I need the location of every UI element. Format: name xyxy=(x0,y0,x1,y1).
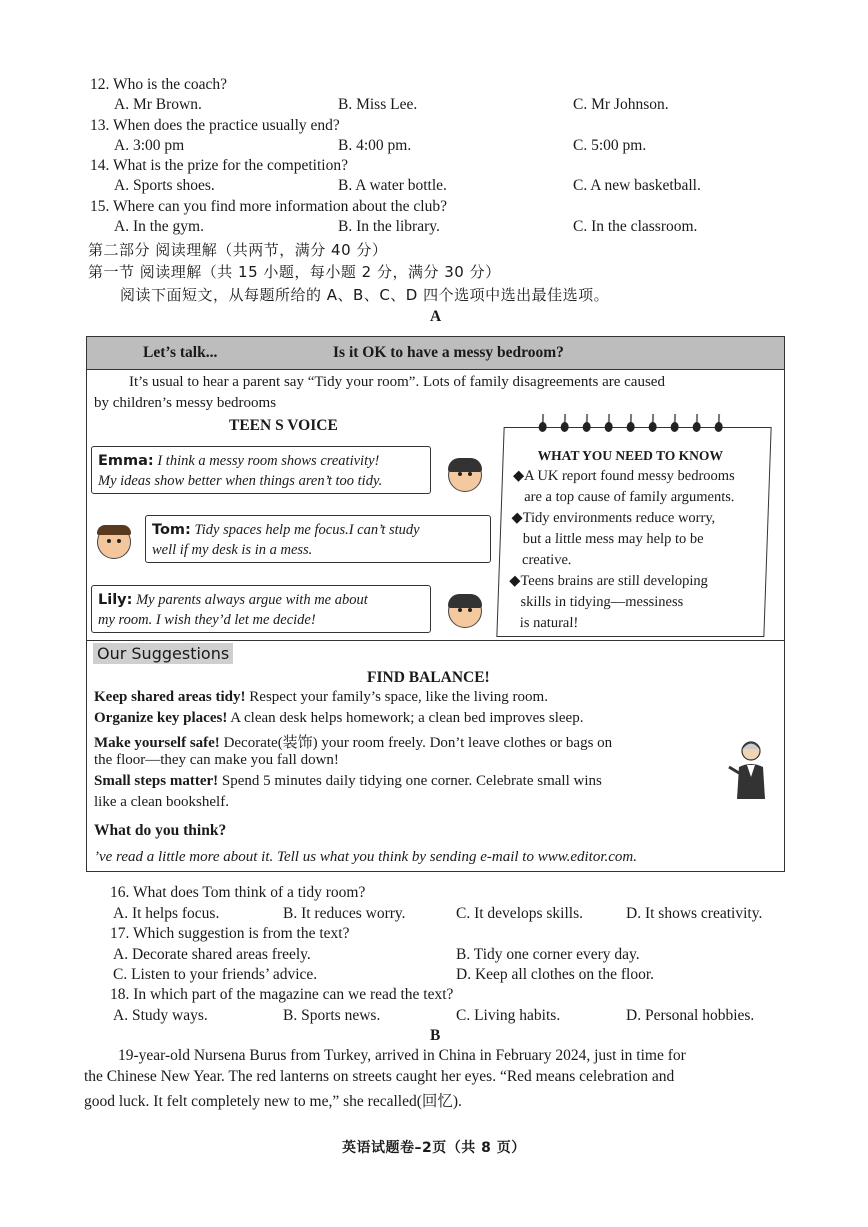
tom-line-1: Tidy spaces help me focus.I can’t study xyxy=(194,522,420,538)
option-14-c: C. A new basketball. xyxy=(573,177,701,194)
question-17: 17. Which suggestion is from the text? xyxy=(110,925,350,942)
know-line: ◆Tidy environments reduce worry, xyxy=(511,510,716,526)
option-17-b: B. Tidy one corner every day. xyxy=(456,946,640,963)
lily-line-2: my room. I wish they’d let me decide! xyxy=(98,612,316,628)
know-line: is natural! xyxy=(519,615,579,631)
question-13: 13. When does the practice usually end? xyxy=(90,117,340,134)
option-16-c: C. It develops skills. xyxy=(456,905,584,922)
part2-title: 第二部分 阅读理解（共两节，满分 40 分） xyxy=(88,241,388,259)
suggestion-4 xyxy=(94,773,602,790)
question-15: 15. Where can you find more information about the club? xyxy=(90,198,447,215)
option-15-b: B. In the library. xyxy=(338,218,440,235)
find-balance: FIND BALANCE! xyxy=(367,669,490,686)
divider xyxy=(87,640,784,641)
option-16-d: D. It shows creativity. xyxy=(626,905,763,922)
emma-name: Emma: xyxy=(98,453,154,469)
lily-name: Lily: xyxy=(98,592,133,608)
option-18-a: A. Study ways. xyxy=(113,1007,208,1024)
know-line: but a little mess may help to be xyxy=(522,531,704,547)
option-13-c: C. 5:00 pm. xyxy=(573,137,647,154)
suggestion-2 xyxy=(94,710,583,727)
think-line: ’ve read a little more about it. Tell us what you think by sending e-mail to www.editor.com. xyxy=(94,849,638,865)
suggestion-3 xyxy=(94,731,612,752)
question-18: 18. In which part of the magazine can we read the text? xyxy=(110,986,454,1003)
tom-line-2: well if my desk is in a mess. xyxy=(152,542,313,558)
passage-b-label: B xyxy=(430,1027,441,1044)
option-12-a: A. Mr Brown. xyxy=(114,96,202,113)
emma-line-2: My ideas show better when things aren’t too tidy. xyxy=(98,473,383,489)
passage-b-line: good luck. It felt completely new to me,” she recalled(回忆). xyxy=(84,1093,462,1110)
option-17-a: A. Decorate shared areas freely. xyxy=(113,946,311,963)
tom-bubble xyxy=(145,515,491,563)
intro-line-1: It’s usual to hear a parent say “Tidy your room”. Lots of family disagreements are caused xyxy=(129,374,665,390)
lily-avatar xyxy=(448,594,482,628)
passage-a-label: A xyxy=(430,308,442,325)
page-footer: 英语试题卷–2页（共 8 页） xyxy=(342,1140,526,1156)
section1-title: 第一节 阅读理解（共 15 小题，每小题 2 分，满分 30 分） xyxy=(88,263,501,281)
passage-b-line: 19-year-old Nursena Burus from Turkey, arrived in China in February 2024, just in time for xyxy=(118,1047,686,1064)
option-13-a: A. 3:00 pm xyxy=(114,137,185,154)
know-line: ◆Teens brains are still developing xyxy=(509,573,709,589)
suggestion-4-cont: like a clean bookshelf. xyxy=(94,794,229,810)
option-14-a: A. Sports shoes. xyxy=(114,177,215,194)
suggestions-title: Our Suggestions xyxy=(93,643,233,664)
option-15-c: C. In the classroom. xyxy=(573,218,698,235)
emma-line-1: I think a messy room shows creativity! xyxy=(157,453,380,469)
need-to-know-notepad xyxy=(496,427,771,637)
emma-avatar xyxy=(448,458,482,492)
tom-avatar xyxy=(97,525,131,559)
s3-text: Decorate(装饰) your room freely. Don’t leave clothes or bags on xyxy=(219,735,613,751)
know-line: ◆A UK report found messy bedrooms xyxy=(512,468,736,484)
s1-text: Respect your family’s space, like the living room. xyxy=(245,689,548,705)
header-right: Is it OK to have a messy bedroom? xyxy=(333,344,564,361)
emma-bubble xyxy=(91,446,431,494)
lily-bubble xyxy=(91,585,431,633)
s1-bold: Keep shared areas tidy! xyxy=(94,689,246,705)
option-12-c: C. Mr Johnson. xyxy=(573,96,669,113)
teen-voice-title: TEEN S VOICE xyxy=(229,417,338,434)
s4-text: Spend 5 minutes daily tidying one corner. Celebrate small wins xyxy=(218,773,602,789)
option-16-b: B. It reduces worry. xyxy=(283,905,406,922)
s2-bold: Organize key places! xyxy=(94,710,228,726)
tom-name: Tom: xyxy=(152,522,191,538)
header-left: Let’s talk... xyxy=(143,344,218,361)
option-18-b: B. Sports news. xyxy=(283,1007,381,1024)
s2-text: A clean desk helps homework; a clean bed improves sleep. xyxy=(227,710,584,726)
know-title: WHAT YOU NEED TO KNOW xyxy=(537,448,724,463)
lily-line-1: My parents always argue with me about xyxy=(136,592,368,608)
option-17-d: D. Keep all clothes on the floor. xyxy=(456,966,655,983)
option-14-b: B. A water bottle. xyxy=(338,177,447,194)
option-13-b: B. 4:00 pm. xyxy=(338,137,412,154)
question-12: 12. Who is the coach? xyxy=(90,76,228,93)
teacher-illustration xyxy=(727,737,771,799)
know-line: are a top cause of family arguments. xyxy=(523,489,735,505)
option-18-d: D. Personal hobbies. xyxy=(626,1007,755,1024)
s4-bold: Small steps matter! xyxy=(94,773,219,789)
box-header xyxy=(87,337,784,370)
instruction: 阅读下面短文，从每题所给的 A、B、C、D 四个选项中选出最佳选项。 xyxy=(120,286,610,304)
question-14: 14. What is the prize for the competition? xyxy=(90,157,348,174)
know-line: creative. xyxy=(521,552,572,568)
option-16-a: A. It helps focus. xyxy=(113,905,220,922)
s3-bold: Make yourself safe! xyxy=(94,735,220,751)
option-15-a: A. In the gym. xyxy=(114,218,204,235)
know-line: skills in tidying—messiness xyxy=(520,594,684,610)
option-18-c: C. Living habits. xyxy=(456,1007,561,1024)
think-title: What do you think? xyxy=(94,822,227,839)
option-17-c: C. Listen to your friends’ advice. xyxy=(113,966,318,983)
passage-b-line: the Chinese New Year. The red lanterns on streets caught her eyes. “Red means celebration and xyxy=(84,1068,675,1085)
question-16: 16. What does Tom think of a tidy room? xyxy=(110,884,366,901)
suggestion-1 xyxy=(94,689,548,706)
intro-line-2: by children’s messy bedrooms xyxy=(94,395,277,411)
option-12-b: B. Miss Lee. xyxy=(338,96,418,113)
suggestion-3-cont: the floor—they can make you fall down! xyxy=(94,752,339,768)
passage-a-box xyxy=(86,336,785,872)
